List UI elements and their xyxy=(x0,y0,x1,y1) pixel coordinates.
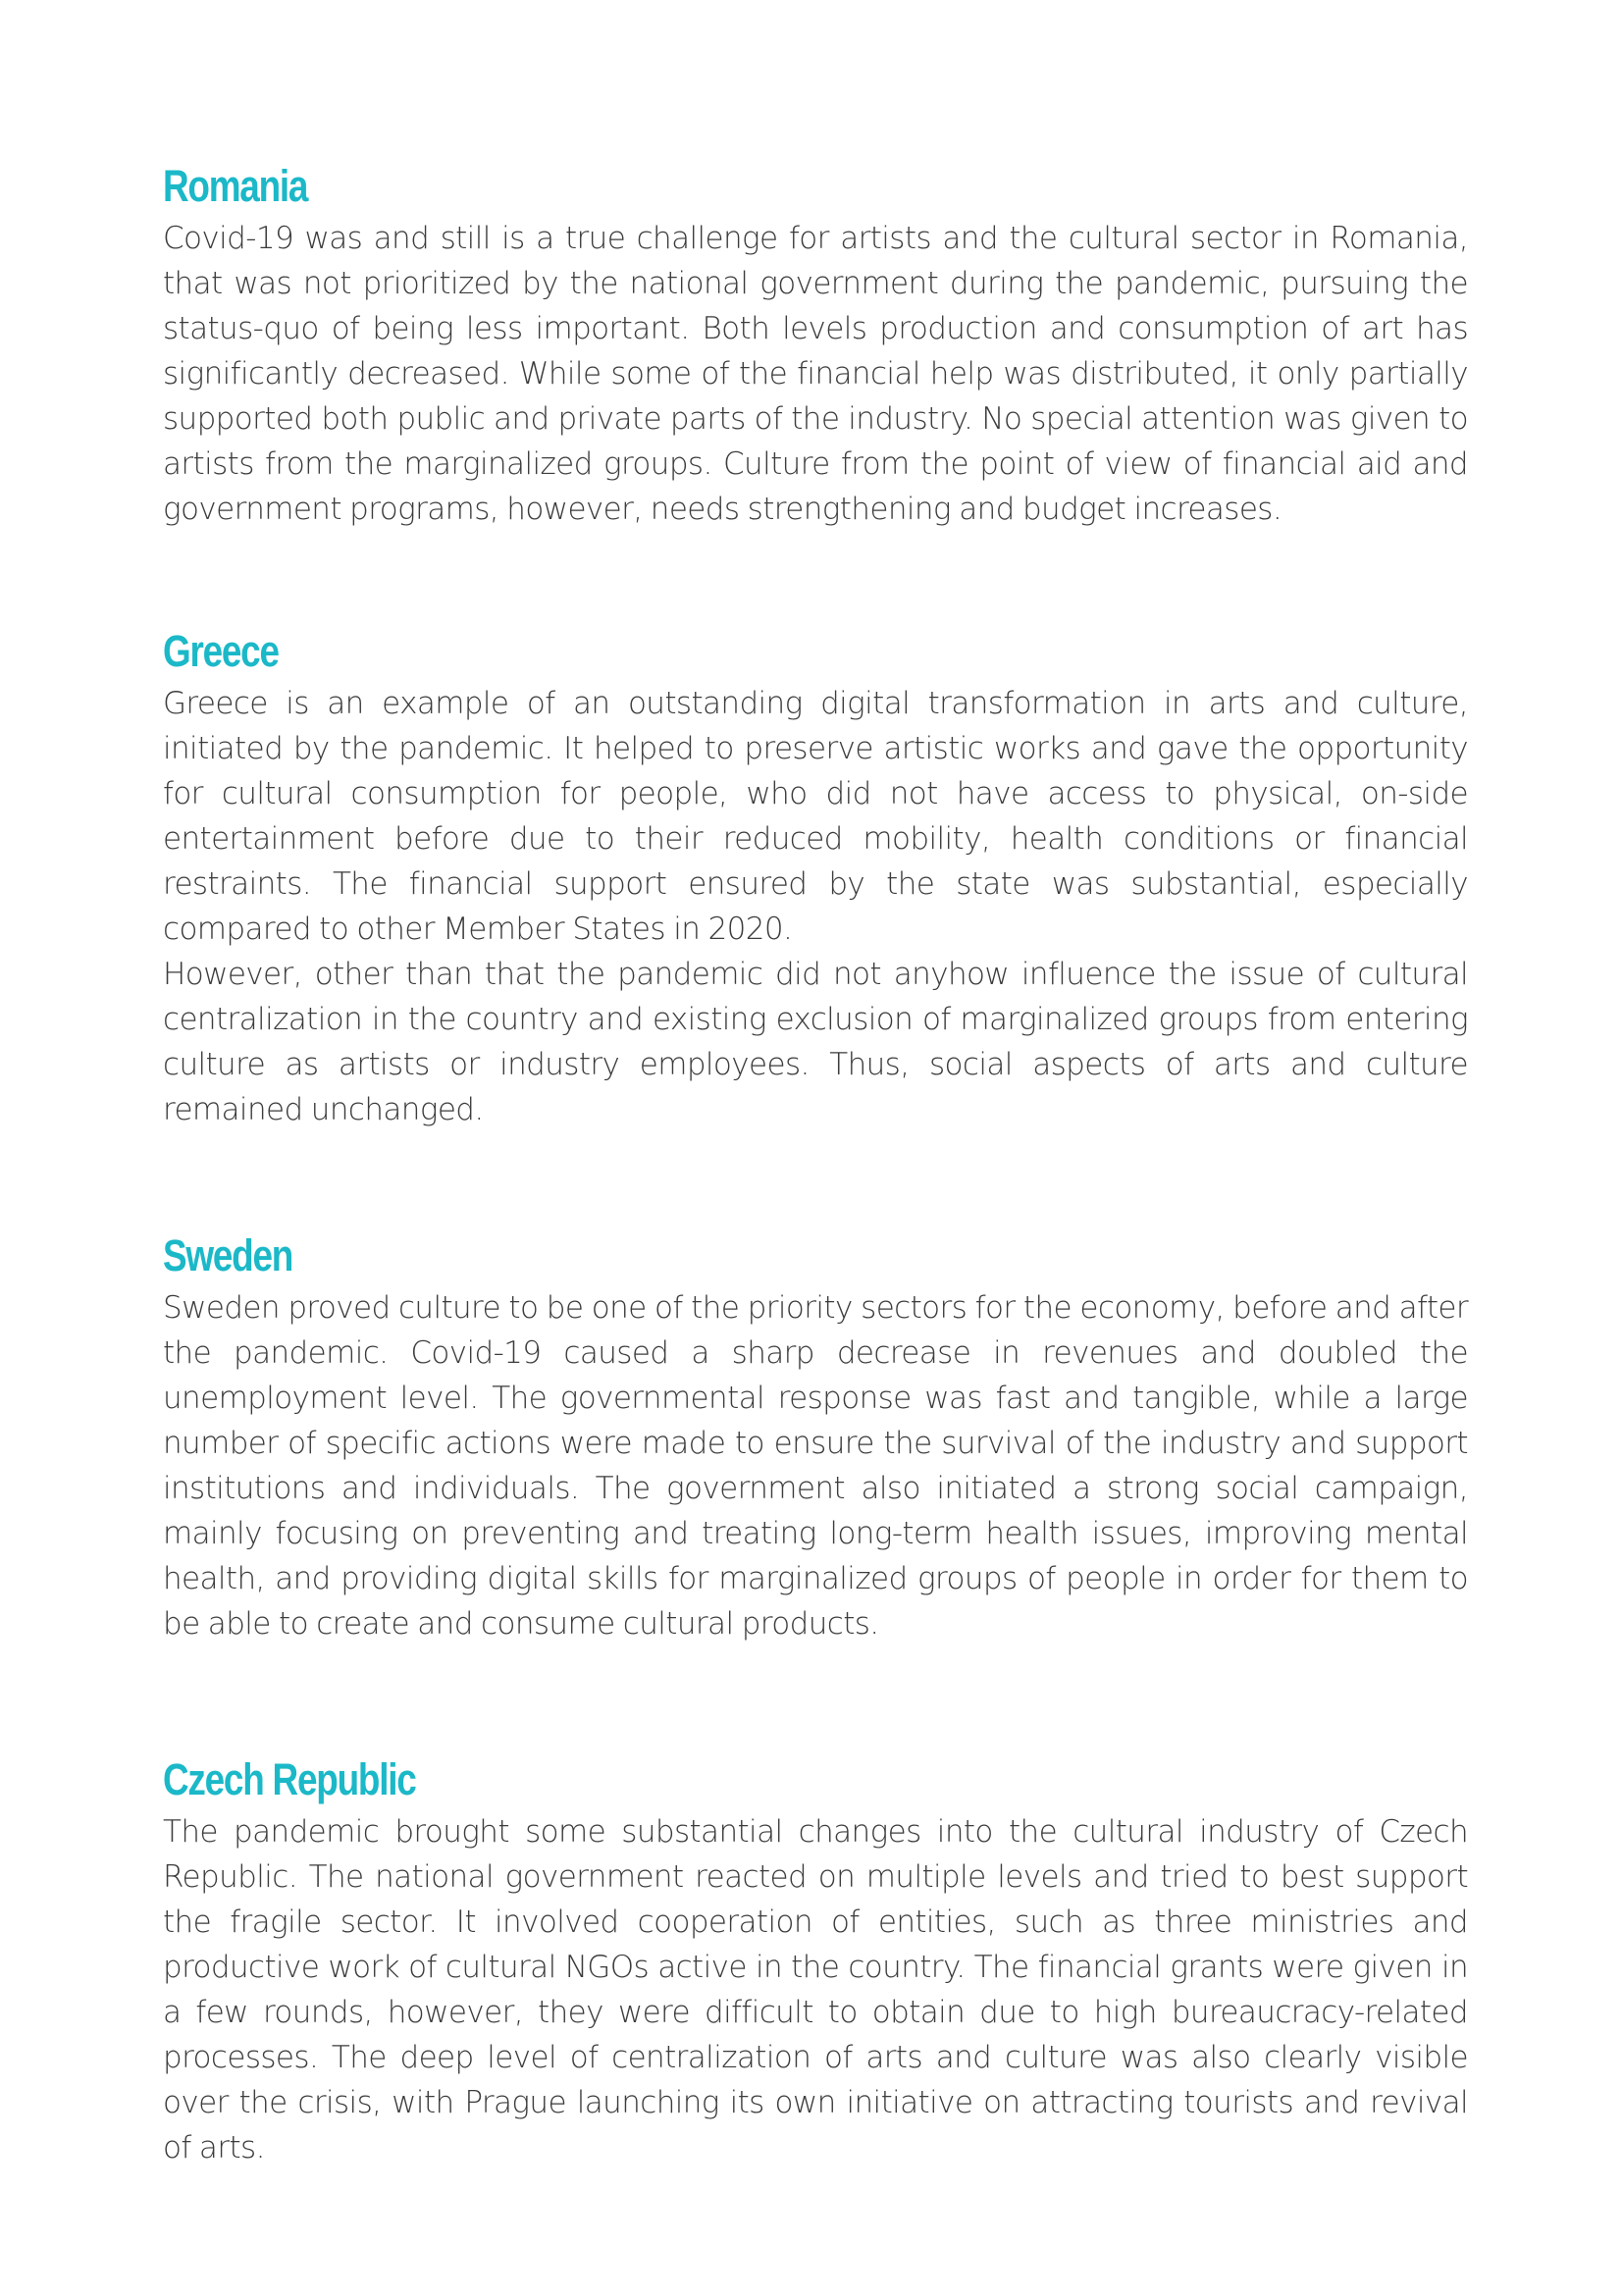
section-paragraph-czech-republic-1: The pandemic brought some substantial changes into the cultural industry of Czech Republic. The national government reacted on multiple levels and tried to best support the fragile sector. It involved cooperation of entities, such as three ministries and productive work of cultural NGOs active in the country. The financial grants were given in a few rounds, however, they were difficult to obtain due to high bureaucracy-related processes. The deep level of centralization of arts and culture was also clearly visible over the crisis, with Prague launching its own initiative on attracting tourists and revival of arts. xyxy=(163,1814,1468,2166)
section-paragraph-romania-1: Covid-19 was and still is a true challenge for artists and the cultural sector in Romania, that was not prioritized by the national government during the pandemic, pursuing the status-quo of being less important. Both levels production and consumption of art has significantly decreased. While some of the financial help was distributed, it only partially supported both public and private parts of the industry. No special attention was given to artists from the marginalized groups. Culture from the point of view of financial aid and government programs, however, needs strengthening and budget increases. xyxy=(163,221,1468,527)
section-heading-czech-republic: Czech Republic xyxy=(163,1754,416,1804)
section-paragraph-greece-1: Greece is an example of an outstanding digital transformation in arts and culture, initiated by the pandemic. It helped to preserve artistic works and gave the opportunity for cultural consumption for people, who did not have access to physical, on-side entertainment before due to their reduced mobility, health conditions or financial restraints. The financial support ensured by the state was substantial, especially compared to other Member States in 2020. xyxy=(163,686,1468,947)
section-paragraph-greece-2: However, other than that the pandemic did not anyhow influence the issue of cultural centralization in the country and existing exclusion of marginalized groups from entering culture as artists or industry employees. Thus, social aspects of arts and culture remained unchanged. xyxy=(163,957,1468,1127)
section-paragraph-sweden-1: Sweden proved culture to be one of the priority sectors for the economy, before and after the pandemic. Covid-19 caused a sharp decrease in revenues and doubled the unemployment level. The governmental response was fast and tangible, while a large number of specific actions were made to ensure the survival of the industry and support institutions and individuals. The government also initiated a strong social campaign, mainly focusing on preventing and treating long-term health issues, improving mental health, and providing digital skills for marginalized groups of people in order for them to be able to create and consume cultural products. xyxy=(163,1290,1468,1642)
section-romania xyxy=(163,157,1468,532)
section-sweden xyxy=(163,1226,1468,1646)
section-heading-romania: Romania xyxy=(163,161,308,211)
section-greece xyxy=(163,622,1468,1132)
section-czech-republic xyxy=(163,1750,1468,2170)
section-heading-greece: Greece xyxy=(163,626,279,676)
section-heading-sweden: Sweden xyxy=(163,1230,293,1280)
